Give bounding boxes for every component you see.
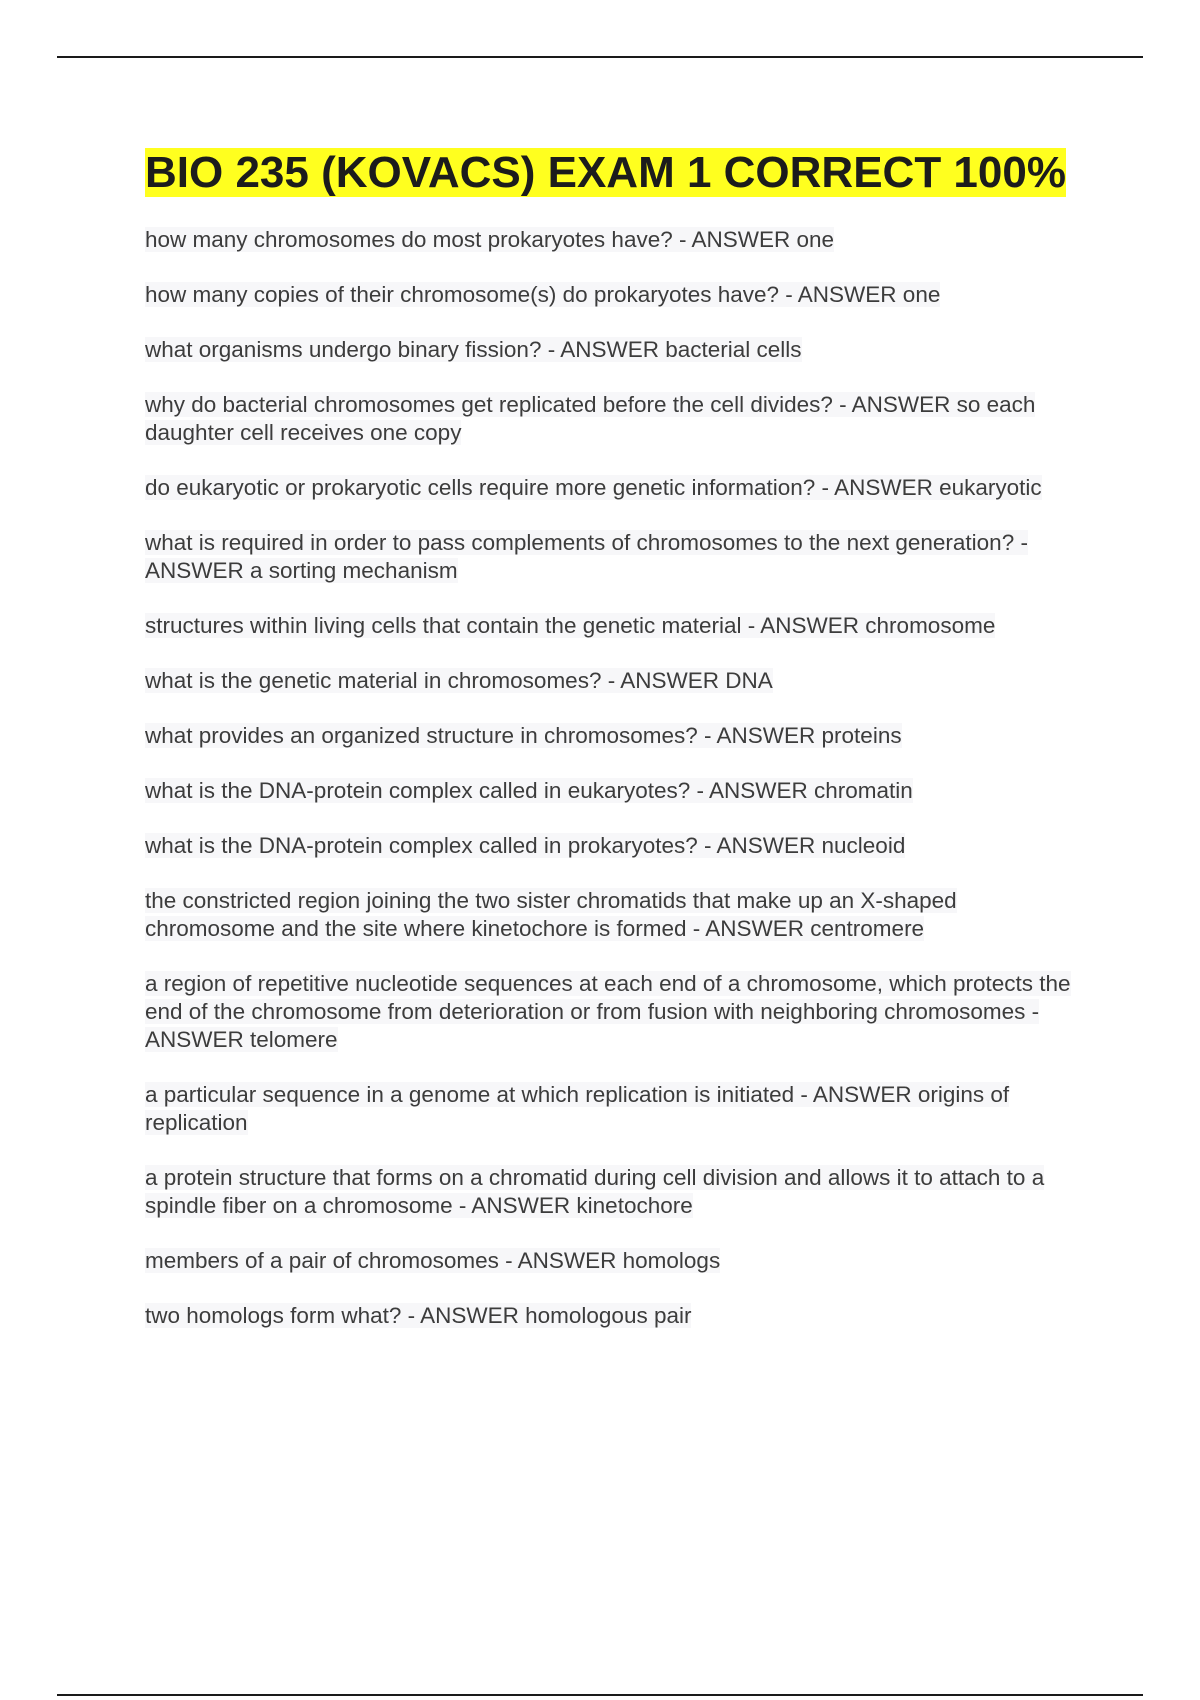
qa-item bbox=[145, 281, 1085, 309]
qa-list bbox=[145, 226, 1085, 1330]
qa-text: structures within living cells that contain the genetic material - ANSWER chromosome bbox=[145, 613, 996, 638]
qa-text: what is the genetic material in chromosomes? - ANSWER DNA bbox=[145, 668, 773, 693]
qa-item bbox=[145, 1302, 1085, 1330]
qa-text: do eukaryotic or prokaryotic cells require more genetic information? - ANSWER eukaryotic bbox=[145, 475, 1042, 500]
qa-text: what is the DNA-protein complex called in prokaryotes? - ANSWER nucleoid bbox=[145, 833, 906, 858]
qa-item bbox=[145, 226, 1085, 254]
qa-text: what is the DNA-protein complex called in eukaryotes? - ANSWER chromatin bbox=[145, 778, 913, 803]
qa-text: what provides an organized structure in chromosomes? - ANSWER proteins bbox=[145, 723, 902, 748]
qa-text: the constricted region joining the two sister chromatids that make up an X-shaped chromosome and the site where kinetochore is formed - ANSWER centromere bbox=[145, 888, 957, 941]
qa-item bbox=[145, 1081, 1085, 1137]
document-title bbox=[145, 145, 1085, 200]
qa-text: why do bacterial chromosomes get replicated before the cell divides? - ANSWER so each daughter cell receives one copy bbox=[145, 392, 1036, 445]
qa-item bbox=[145, 777, 1085, 805]
qa-item bbox=[145, 722, 1085, 750]
qa-item bbox=[145, 1247, 1085, 1275]
qa-item bbox=[145, 529, 1085, 585]
qa-text: a particular sequence in a genome at which replication is initiated - ANSWER origins of replication bbox=[145, 1082, 1010, 1135]
qa-text: what is required in order to pass complements of chromosomes to the next generation? - ANSWER a sorting mechanism bbox=[145, 530, 1028, 583]
top-rule bbox=[57, 56, 1143, 58]
qa-text: how many chromosomes do most prokaryotes have? - ANSWER one bbox=[145, 227, 835, 252]
qa-item bbox=[145, 336, 1085, 364]
qa-item bbox=[145, 474, 1085, 502]
qa-text: a protein structure that forms on a chromatid during cell division and allows it to attach to a spindle fiber on a chromosome - ANSWER kinetochore bbox=[145, 1165, 1045, 1218]
qa-text: what organisms undergo binary fission? - ANSWER bacterial cells bbox=[145, 337, 802, 362]
qa-item bbox=[145, 887, 1085, 943]
qa-text: members of a pair of chromosomes - ANSWER homologs bbox=[145, 1248, 721, 1273]
qa-text: a region of repetitive nucleotide sequences at each end of a chromosome, which protects the end of the chromosome from deterioration or from fusion with neighboring chromosomes - ANSWER telomere bbox=[145, 971, 1071, 1052]
document-title-text: BIO 235 (KOVACS) EXAM 1 CORRECT 100% bbox=[145, 148, 1066, 197]
qa-item bbox=[145, 832, 1085, 860]
bottom-rule bbox=[57, 1694, 1143, 1696]
qa-text: two homologs form what? - ANSWER homologous pair bbox=[145, 1303, 692, 1328]
qa-item bbox=[145, 391, 1085, 447]
document-body bbox=[145, 145, 1085, 1357]
qa-item bbox=[145, 612, 1085, 640]
qa-text: how many copies of their chromosome(s) do prokaryotes have? - ANSWER one bbox=[145, 282, 941, 307]
qa-item bbox=[145, 667, 1085, 695]
qa-item bbox=[145, 1164, 1085, 1220]
qa-item bbox=[145, 970, 1085, 1054]
